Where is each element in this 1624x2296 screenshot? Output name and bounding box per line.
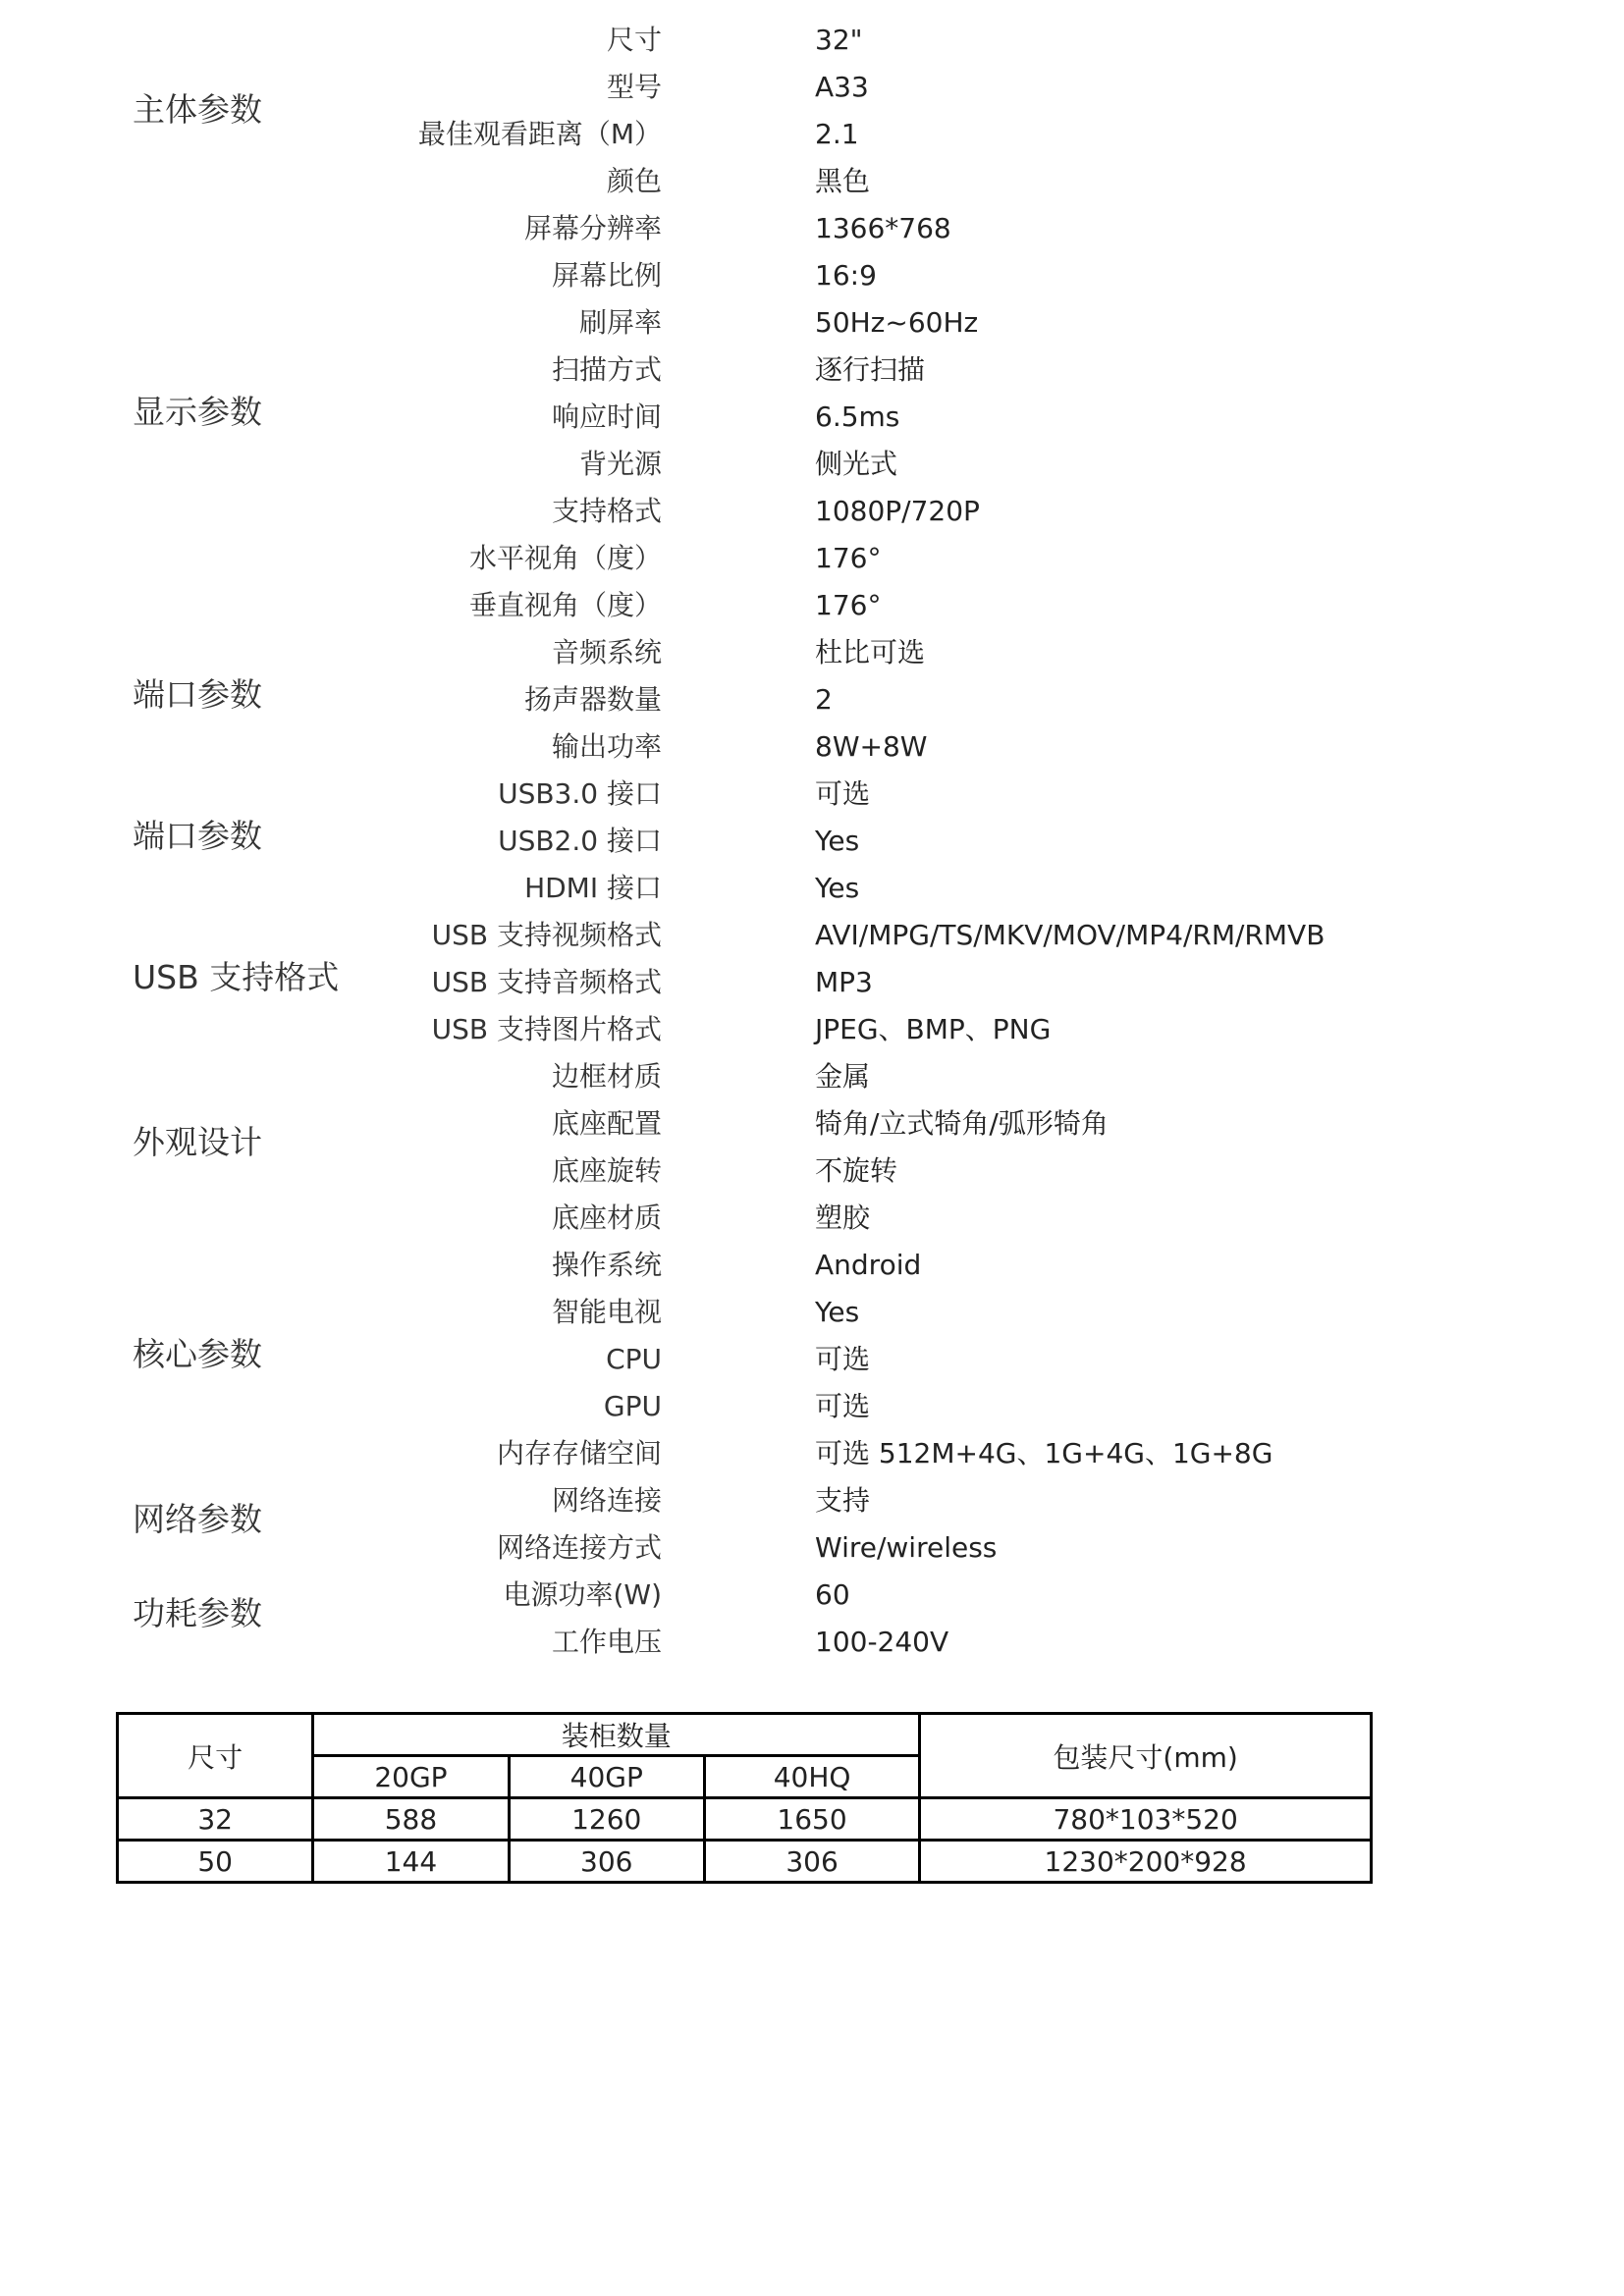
spec-value: 176° [815, 542, 882, 574]
header-size: 尺寸 [118, 1714, 313, 1798]
spec-label: USB3.0 接口 [498, 777, 662, 810]
spec-label: 输出功率 [551, 730, 662, 763]
spec-label: HDMI 接口 [524, 872, 662, 904]
spec-label: USB 支持音频格式 [431, 966, 662, 998]
spec-label: 刷屏率 [578, 306, 662, 339]
spec-label: GPU [603, 1390, 662, 1422]
group-appearance: 外观设计 [133, 1123, 262, 1161]
spec-value: 100-240V [815, 1626, 949, 1658]
spec-label: 响应时间 [551, 400, 662, 433]
spec-value: 32" [815, 24, 863, 56]
spec-value: AVI/MPG/TS/MKV/MOV/MP4/RM/RMVB [815, 919, 1326, 951]
group-usb-formats: USB 支持格式 [133, 958, 340, 996]
cell-40gp: 306 [509, 1841, 704, 1883]
spec-value: A33 [815, 71, 869, 103]
spec-row [0, 1524, 1624, 1572]
spec-value: 8W+8W [815, 730, 928, 763]
spec-row [0, 205, 1624, 252]
spec-label: 屏幕分辨率 [523, 212, 662, 244]
spec-value: 犄角/立式犄角/弧形犄角 [815, 1107, 1109, 1140]
spec-label: CPU [606, 1343, 662, 1375]
spec-label: 底座旋转 [551, 1154, 662, 1187]
spec-row [0, 1430, 1624, 1477]
spec-value: Yes [815, 825, 860, 857]
spec-value: 逐行扫描 [815, 353, 926, 386]
spec-value: 176° [815, 589, 882, 621]
spec-row [0, 1242, 1624, 1289]
spec-value: 50Hz~60Hz [815, 306, 979, 339]
spec-row [0, 1100, 1624, 1148]
subheader-40hq: 40HQ [704, 1756, 919, 1798]
spec-value: 塑胶 [815, 1201, 871, 1234]
spec-value: Android [815, 1249, 922, 1281]
spec-label: 扬声器数量 [523, 683, 662, 716]
spec-label: 操作系统 [551, 1249, 662, 1281]
spec-value: 可选 [815, 777, 871, 810]
spec-value: Yes [815, 872, 860, 904]
spec-value: 支持 [815, 1484, 871, 1517]
table-row [118, 1798, 1372, 1841]
spec-row [0, 111, 1624, 158]
spec-row [0, 771, 1624, 818]
spec-label: 屏幕比例 [551, 259, 662, 292]
spec-label: 工作电压 [551, 1626, 662, 1658]
spec-value: 侧光式 [815, 448, 898, 480]
cell-20gp: 588 [313, 1798, 509, 1841]
cell-40hq: 306 [704, 1841, 919, 1883]
spec-row [0, 676, 1624, 723]
spec-label: 扫描方式 [551, 353, 662, 386]
spec-value: 1080P/720P [815, 495, 980, 527]
spec-value: Yes [815, 1296, 860, 1328]
spec-row [0, 394, 1624, 441]
spec-label: 最佳观看距离（M） [417, 118, 662, 150]
cell-dimensions: 1230*200*928 [920, 1841, 1372, 1883]
spec-label: 边框材质 [551, 1060, 662, 1093]
spec-label: USB 支持视频格式 [431, 919, 662, 951]
spec-row [0, 1336, 1624, 1383]
spec-label: 垂直视角（度） [468, 589, 662, 621]
cell-20gp: 144 [313, 1841, 509, 1883]
spec-label: USB 支持图片格式 [431, 1013, 662, 1045]
spec-label: 网络连接方式 [496, 1531, 662, 1564]
spec-row [0, 64, 1624, 111]
spec-label: 水平视角（度） [468, 542, 662, 574]
subheader-40gp: 40GP [509, 1756, 704, 1798]
table-header-row [118, 1714, 1372, 1756]
spec-value: MP3 [815, 966, 873, 998]
group-network-params: 网络参数 [133, 1500, 262, 1538]
spec-row [0, 629, 1624, 676]
header-package-dimensions: 包装尺寸(mm) [920, 1714, 1372, 1798]
cell-dimensions: 780*103*520 [920, 1798, 1372, 1841]
spec-row [0, 158, 1624, 205]
spec-label: 尺寸 [606, 24, 662, 56]
spec-value: 2 [815, 683, 833, 716]
spec-label: 电源功率(W) [503, 1578, 662, 1611]
spec-value: 杜比可选 [815, 636, 926, 668]
spec-row [0, 1619, 1624, 1666]
group-port-params-2: 端口参数 [133, 817, 262, 855]
spec-value: 60 [815, 1578, 850, 1611]
cell-size: 50 [118, 1841, 313, 1883]
spec-value: 1366*768 [815, 212, 951, 244]
group-display-params: 显示参数 [133, 393, 262, 431]
spec-label: USB2.0 接口 [498, 825, 662, 857]
spec-row [0, 1053, 1624, 1100]
cell-40gp: 1260 [509, 1798, 704, 1841]
spec-label: 智能电视 [551, 1296, 662, 1328]
spec-value: 16:9 [815, 259, 877, 292]
spec-label: 内存存储空间 [496, 1437, 662, 1469]
spec-value: 可选 [815, 1390, 871, 1422]
spec-row [0, 582, 1624, 629]
spec-label: 背光源 [578, 448, 662, 480]
spec-row [0, 723, 1624, 771]
subheader-20gp: 20GP [313, 1756, 509, 1798]
spec-row [0, 1006, 1624, 1053]
spec-label: 底座配置 [551, 1107, 662, 1140]
spec-row [0, 441, 1624, 488]
spec-label: 网络连接 [551, 1484, 662, 1517]
group-port-params-1: 端口参数 [133, 675, 262, 714]
spec-row [0, 347, 1624, 394]
spec-row [0, 535, 1624, 582]
spec-label: 支持格式 [551, 495, 662, 527]
spec-value: Wire/wireless [815, 1531, 998, 1564]
spec-label: 型号 [606, 71, 662, 103]
spec-value: 金属 [815, 1060, 871, 1093]
spec-row [0, 959, 1624, 1006]
spec-value: 可选 512M+4G、1G+4G、1G+8G [815, 1437, 1273, 1469]
spec-label: 颜色 [606, 165, 662, 197]
spec-value: 6.5ms [815, 400, 900, 433]
cell-size: 32 [118, 1798, 313, 1841]
spec-row [0, 912, 1624, 959]
spec-row [0, 299, 1624, 347]
spec-row [0, 1572, 1624, 1619]
group-power-params: 功耗参数 [133, 1594, 262, 1632]
spec-label: 音频系统 [551, 636, 662, 668]
spec-row [0, 1477, 1624, 1524]
spec-row [0, 865, 1624, 912]
cell-40hq: 1650 [704, 1798, 919, 1841]
spec-value: 不旋转 [815, 1154, 898, 1187]
group-core-params: 核心参数 [133, 1335, 262, 1373]
spec-value: 黑色 [815, 165, 871, 197]
spec-row [0, 1148, 1624, 1195]
spec-row [0, 252, 1624, 299]
spec-label: 底座材质 [551, 1201, 662, 1234]
spec-row [0, 488, 1624, 535]
spec-value: 2.1 [815, 118, 859, 150]
table-row [118, 1841, 1372, 1883]
spec-value: 可选 [815, 1343, 871, 1375]
spec-row [0, 818, 1624, 865]
group-main-params: 主体参数 [133, 90, 262, 129]
header-container-count: 装柜数量 [313, 1714, 920, 1756]
spec-row [0, 17, 1624, 64]
spec-row [0, 1289, 1624, 1336]
spec-row [0, 1195, 1624, 1242]
spec-value: JPEG、BMP、PNG [815, 1013, 1052, 1045]
packing-table [116, 1712, 1373, 1884]
spec-row [0, 1383, 1624, 1430]
